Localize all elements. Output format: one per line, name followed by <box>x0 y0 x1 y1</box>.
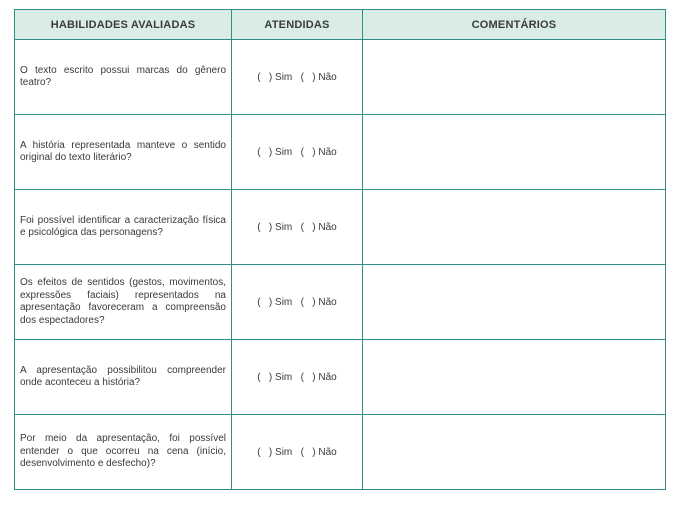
table-row <box>15 265 666 340</box>
skill-cell <box>15 115 232 190</box>
met-options <box>232 222 362 233</box>
yes-option[interactable]: ( ) Sim <box>257 371 293 383</box>
comment-cell[interactable] <box>363 265 666 340</box>
no-option[interactable]: ( ) Não <box>300 221 337 233</box>
skill-text: Os efeitos de sentidos (gestos, movimentos, expressões faciais) representados na apresentação favoreceram a compreensão dos espectadores? <box>20 277 226 326</box>
header-skills: HABILIDADES AVALIADAS <box>15 10 232 40</box>
comment-cell[interactable] <box>363 340 666 415</box>
skill-cell <box>15 40 232 115</box>
table-row <box>15 340 666 415</box>
no-option[interactable]: ( ) Não <box>300 71 337 83</box>
yes-option[interactable]: ( ) Sim <box>257 146 293 158</box>
yes-option[interactable]: ( ) Sim <box>257 221 293 233</box>
no-option[interactable]: ( ) Não <box>300 371 337 383</box>
comment-cell[interactable] <box>363 415 666 490</box>
comment-cell[interactable] <box>363 190 666 265</box>
met-options <box>232 147 362 158</box>
yes-option[interactable]: ( ) Sim <box>257 446 293 458</box>
skill-text: Por meio da apresentação, foi possível entender o que ocorreu na cena (início, desenvolvimento e desfecho)? <box>20 433 226 470</box>
comment-cell[interactable] <box>363 40 666 115</box>
table-row <box>15 115 666 190</box>
met-options <box>232 72 362 83</box>
skill-text: A história representada manteve o sentido original do texto literário? <box>20 139 226 163</box>
skill-cell <box>15 415 232 490</box>
no-option[interactable]: ( ) Não <box>300 146 337 158</box>
yes-option[interactable]: ( ) Sim <box>257 296 293 308</box>
evaluation-form <box>14 9 665 490</box>
no-option[interactable]: ( ) Não <box>300 446 337 458</box>
met-options <box>232 372 362 383</box>
met-cell <box>232 415 363 490</box>
table-row <box>15 190 666 265</box>
skill-text: A apresentação possibilitou compreender onde aconteceu a história? <box>20 364 226 388</box>
table-row <box>15 415 666 490</box>
header-met: ATENDIDAS <box>232 10 363 40</box>
header-comments: COMENTÁRIOS <box>363 10 666 40</box>
met-options <box>232 297 362 308</box>
skill-cell <box>15 190 232 265</box>
met-cell <box>232 115 363 190</box>
comment-cell[interactable] <box>363 115 666 190</box>
met-cell <box>232 265 363 340</box>
yes-option[interactable]: ( ) Sim <box>257 71 293 83</box>
table-row <box>15 40 666 115</box>
no-option[interactable]: ( ) Não <box>300 296 337 308</box>
met-cell <box>232 190 363 265</box>
met-cell <box>232 40 363 115</box>
skill-text: O texto escrito possui marcas do gênero teatro? <box>20 64 226 88</box>
evaluation-table <box>14 9 666 490</box>
skill-cell <box>15 265 232 340</box>
skill-text: Foi possível identificar a caracterização física e psicológica das personagens? <box>20 214 226 238</box>
met-options <box>232 447 362 458</box>
met-cell <box>232 340 363 415</box>
skill-cell <box>15 340 232 415</box>
header-row <box>15 10 666 40</box>
